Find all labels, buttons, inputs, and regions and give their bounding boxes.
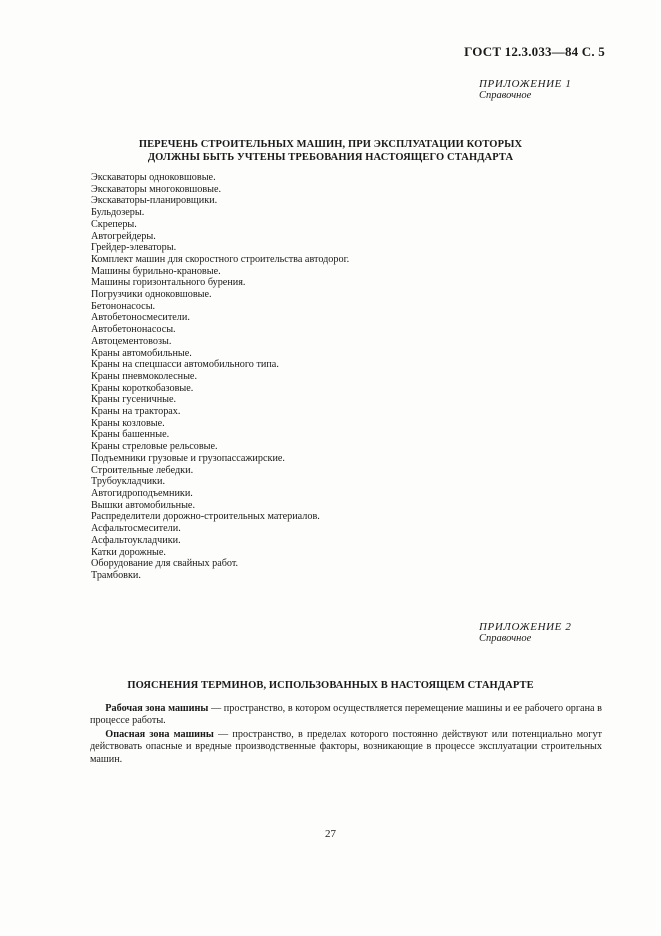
list-item: Краны на тракторах.	[91, 406, 181, 418]
terms-definitions	[90, 703, 602, 767]
list-item: Подъемники грузовые и грузопассажирские.	[91, 452, 285, 464]
list-item: Комплект машин для скоростного строительства автодорог.	[91, 253, 350, 265]
term-paragraph	[90, 729, 602, 766]
list-item: Автоцементовозы.	[91, 335, 172, 347]
term-name: Рабочая зона машины	[105, 703, 209, 714]
term-name: Опасная зона машины	[105, 728, 214, 740]
list-item: Краны на спецшасси автомобильного типа.	[91, 359, 279, 371]
list-item: Краны пневмоколесные.	[91, 370, 197, 382]
machines-list-heading	[0, 139, 661, 164]
list-item: Машины горизонтального бурения.	[91, 277, 246, 289]
list-item: Строительные лебедки.	[91, 464, 194, 476]
term-definition: — пространство, в котором осуществляется перемещение машины и ее рабочего органа в процессе работы.	[90, 703, 602, 727]
list-item: Погрузчики одноковшовые.	[91, 289, 212, 301]
list-item: Экскаваторы одноковшовые.	[91, 172, 216, 183]
list-item: Трубоукладчики.	[91, 476, 165, 488]
list-item: Краны башенные.	[91, 429, 170, 441]
heading-line-2: ДОЛЖНЫ БЫТЬ УЧТЕНЫ ТРЕБОВАНИЯ НАСТОЯЩЕГО СТАНДАРТА	[147, 151, 514, 163]
appendix-1-subtitle: Справочное	[479, 90, 532, 101]
heading-line-1: ПЕРЕЧЕНЬ СТРОИТЕЛЬНЫХ МАШИН, ПРИ ЭКСПЛУАТАЦИИ КОТОРЫХ	[138, 139, 523, 150]
list-item: Грейдер-элеваторы.	[91, 242, 177, 254]
list-item: Автогрейдеры.	[91, 230, 156, 242]
list-item: Краны гусеничные.	[91, 394, 177, 406]
list-item: Автобетоносмесители.	[91, 312, 190, 324]
list-item: Бетононасосы.	[91, 300, 156, 312]
list-item: Скреперы.	[91, 218, 137, 230]
list-item: Вышки автомобильные.	[91, 499, 195, 511]
list-item: Краны автомобильные.	[91, 347, 192, 359]
list-item: Катки дорожные.	[91, 546, 166, 558]
term-paragraph	[90, 703, 602, 728]
list-item: Автогидроподъемники.	[91, 487, 193, 499]
list-item: Экскаваторы многоковшовые.	[91, 183, 222, 195]
list-item: Оборудование для свайных работ.	[91, 558, 239, 570]
list-item: Асфальтоукладчики.	[91, 534, 181, 546]
list-item: Распределители дорожно-строительных материалов.	[91, 511, 320, 523]
list-item: Краны короткобазовые.	[91, 382, 194, 394]
page-number: 27	[325, 828, 336, 840]
appendix-1-title: ПРИЛОЖЕНИЕ 1	[479, 78, 572, 90]
document-code: ГОСТ 12.3.033—84 С. 5	[464, 44, 605, 59]
list-item: Краны стреловые рельсовые.	[91, 441, 218, 453]
list-item: Экскаваторы-планировщики.	[91, 195, 218, 207]
list-item: Бульдозеры.	[91, 207, 145, 219]
list-item: Асфальтосмесители.	[91, 523, 181, 535]
list-item: Трамбовки.	[91, 569, 141, 581]
term-definition: — пространство, в пределах которого постоянно действуют или потенциально могут действовать опасные и вредные производственные факторы, возникающие в процессе эксплуатации строительных машин.	[90, 728, 603, 765]
appendix-2-title: ПРИЛОЖЕНИЕ 2	[479, 621, 572, 633]
list-item: Краны козловые.	[91, 417, 165, 429]
appendix-1-label	[479, 78, 599, 102]
terms-heading: ПОЯСНЕНИЯ ТЕРМИНОВ, ИСПОЛЬЗОВАННЫХ В НАСТОЯЩЕМ СТАНДАРТЕ	[127, 680, 534, 691]
list-item: Автобетононасосы.	[91, 324, 176, 336]
appendix-2-subtitle: Справочное	[479, 633, 532, 644]
list-item: Машины бурильно-крановые.	[91, 265, 221, 277]
machines-list	[91, 172, 349, 582]
appendix-2-label	[479, 621, 599, 645]
